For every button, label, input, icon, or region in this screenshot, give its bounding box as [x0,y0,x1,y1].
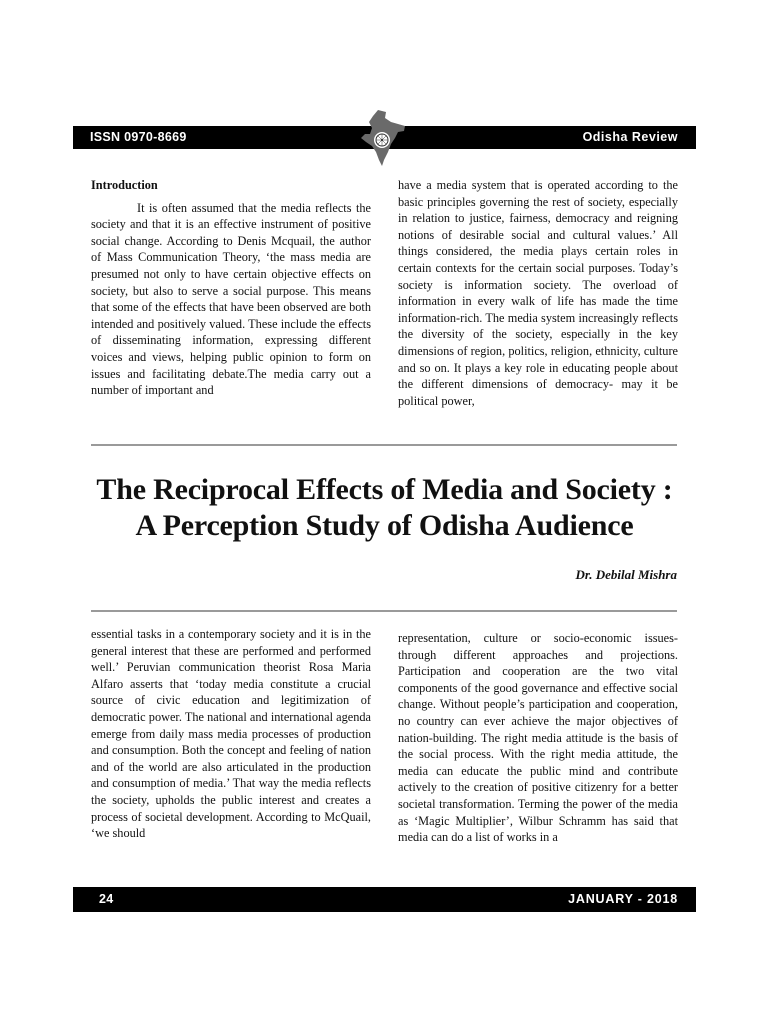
body-column-left [91,626,371,842]
article-title [73,472,696,544]
divider-bottom [91,610,677,612]
section-heading: Introduction [91,178,158,192]
journal-name: Odisha Review [582,130,678,144]
title-line-2: A Perception Study of Odisha Audience [135,509,634,542]
india-map-logo-icon [358,108,408,168]
intro-column-left [91,177,371,399]
body-paragraph-right: representation, culture or socio-economic issues- through different approaches and projections. Participation and cooperation are the two vital components of the good governance and effective social change. Without people’s participation and cooperation, no country can ever achieve the major objectives of nation-building. The right media attitude is the basis of the social process. With the right media attitude, the media can educate the public mind and contribute actively to the creation of positive citizenry for a better societal transformation. Terming the power of the media as ‘Magic Multiplier’, Wilbur Schramm has said that media can do a list of works in a [398,631,678,845]
body-column-right [398,630,678,846]
intro-column-right [398,177,678,409]
title-line-1: The Reciprocal Effects of Media and Society : [96,473,673,506]
intro-paragraph-left: It is often assumed that the media reflects the society and that it is an effective instrument of positive social change. According to Denis Mcquail, the author of Mass Communication Theory, ‘the mass media are presumed not only to have certain objective effects on society, but also to serve a social purpose. This means that some of the effects that have been observed are both intended and positively valued. These include the effects of disseminating information, expressing different voices and views, helping public opinion to form on issues and facilitating debate.The media carry out a number of important and [91,200,371,398]
body-paragraph-left: essential tasks in a contemporary society and it is in the general interest that these are performed and performed well.’ Peruvian communication theorist Rosa Maria Alfaro asserts that ‘today media constitute a crucial source of civic education and legitimization of democratic power. The national and international agenda emerge from daily mass media processes of production and consumption. Both the concept and feeling of nation and of the world are also articulated in the production and consumption of media.’ That way the media reflects the society, upholds the public interest and creates a process of societal development. According to McQuail, ‘we should [91,627,371,841]
footer-bar [73,887,696,912]
issue-date: JANUARY - 2018 [568,892,678,906]
divider-top [91,444,677,446]
issn-label: ISSN 0970-8669 [90,130,187,144]
author-name: Dr. Debilal Mishra [575,567,677,582]
page-number: 24 [99,892,114,906]
intro-paragraph-right: have a media system that is operated according to the basic principles governing the rest of society, especially in relation to justice, fairness, democracy and reigning notions of desirable social and cultural values.’ All things considered, the media plays certain roles in certain contexts for the certain social purposes. Today’s society is information society. The overload of information in every walk of life has made the time information-rich. The media system increasingly reflects the diversity of the society, especially in the key dimensions of region, politics, religion, ethnicity, culture and so on. It plays a key role in educating people about the different dimensions of democracy- may it be political power, [398,178,678,408]
